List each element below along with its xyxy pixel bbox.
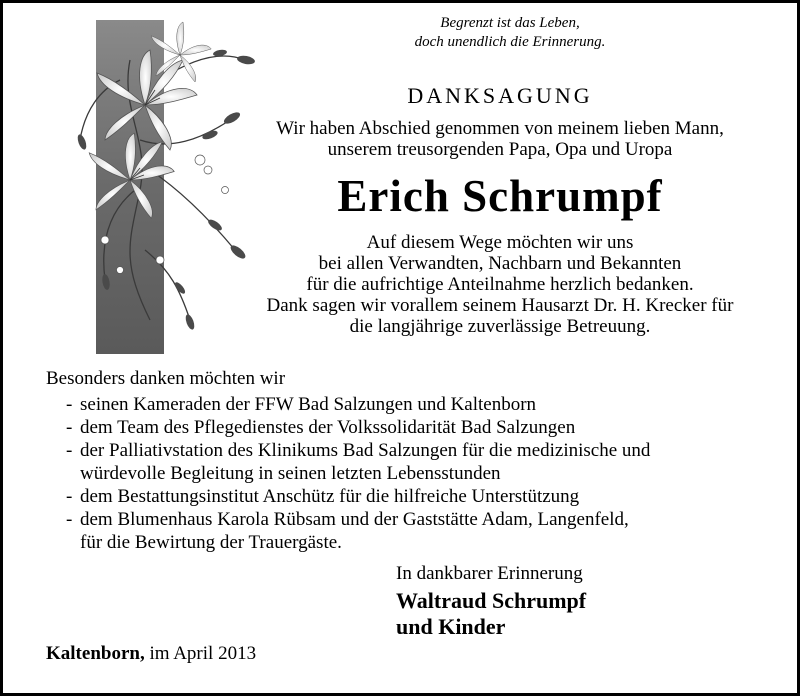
signer-name: Waltraud Schrumpf	[396, 588, 587, 613]
motto-line-1: Begrenzt ist das Leben,	[440, 15, 580, 31]
list-item-text: dem Team des Pflegedienstes der Volkssolidarität Bad Salzungen	[80, 417, 576, 438]
list-item: - der Palliativstation des Klinikums Bad Salzungen für die medizinische und würdevolle Begleitung in seinen letzten Lebensstunden	[66, 440, 651, 484]
place-date	[46, 643, 256, 665]
thanks-text	[240, 232, 760, 337]
deceased-name: Erich Schrumpf	[337, 171, 663, 221]
list-item: - seinen Kameraden der FFW Bad Salzungen und Kaltenborn	[66, 394, 537, 415]
lily-flower-decoration	[60, 20, 260, 360]
thanks-line-3: für die aufrichtige Anteilnahme herzlich bedanken.	[306, 274, 694, 295]
thanks-line-4: Dank sagen wir vorallem seinem Hausarzt Dr. H. Krecker für	[266, 295, 734, 316]
list-item: - dem Blumenhaus Karola Rübsam und der Gaststätte Adam, Langenfeld, für die Bewirtung der Trauergäste.	[66, 508, 650, 554]
list-item-continuation: für die Bewirtung der Trauergäste.	[80, 532, 342, 553]
list-item-continuation: würdevolle Begleitung in seinen letzten Lebensstunden	[80, 463, 501, 484]
signers	[396, 588, 586, 640]
thanks-line-2: bei allen Verwandten, Nachbarn und Bekannten	[318, 253, 682, 274]
intro-line-1: Wir haben Abschied genommen von meinem lieben Mann,	[276, 118, 724, 139]
special-thanks-list	[66, 393, 650, 554]
intro-line-2: unserem treusorgenden Papa, Opa und Uropa	[327, 139, 673, 160]
motto-line-2: doch unendlich die Erinnerung.	[414, 34, 606, 50]
thanks-line-5: die langjährige zuverlässige Betreuung.	[349, 316, 651, 337]
closing-memory: In dankbarer Erinnerung	[396, 563, 583, 584]
list-item: - dem Bestattungsinstitut Anschütz für die hilfreiche Unterstützung	[66, 486, 580, 507]
special-thanks-intro: Besonders danken möchten wir	[46, 368, 286, 389]
list-item-text: seinen Kameraden der FFW Bad Salzungen und Kaltenborn	[80, 394, 537, 415]
list-item: - dem Team des Pflegedienstes der Volkssolidarität Bad Salzungen	[66, 417, 576, 438]
list-item-text: dem Blumenhaus Karola Rübsam und der Gaststätte Adam, Langenfeld,	[80, 509, 629, 530]
list-item-text: der Palliativstation des Klinikums Bad Salzungen für die medizinische und	[80, 440, 651, 461]
signer-family: und Kinder	[396, 614, 506, 639]
notice-heading: DANKSAGUNG	[407, 83, 593, 108]
intro-text	[250, 118, 750, 160]
date-text: im April 2013	[149, 643, 257, 664]
list-item-text: dem Bestattungsinstitut Anschütz für die hilfreiche Unterstützung	[80, 486, 580, 507]
thanks-line-1: Auf diesem Wege möchten wir uns	[366, 232, 634, 253]
place-name: Kaltenborn,	[46, 643, 145, 664]
motto	[380, 14, 640, 52]
